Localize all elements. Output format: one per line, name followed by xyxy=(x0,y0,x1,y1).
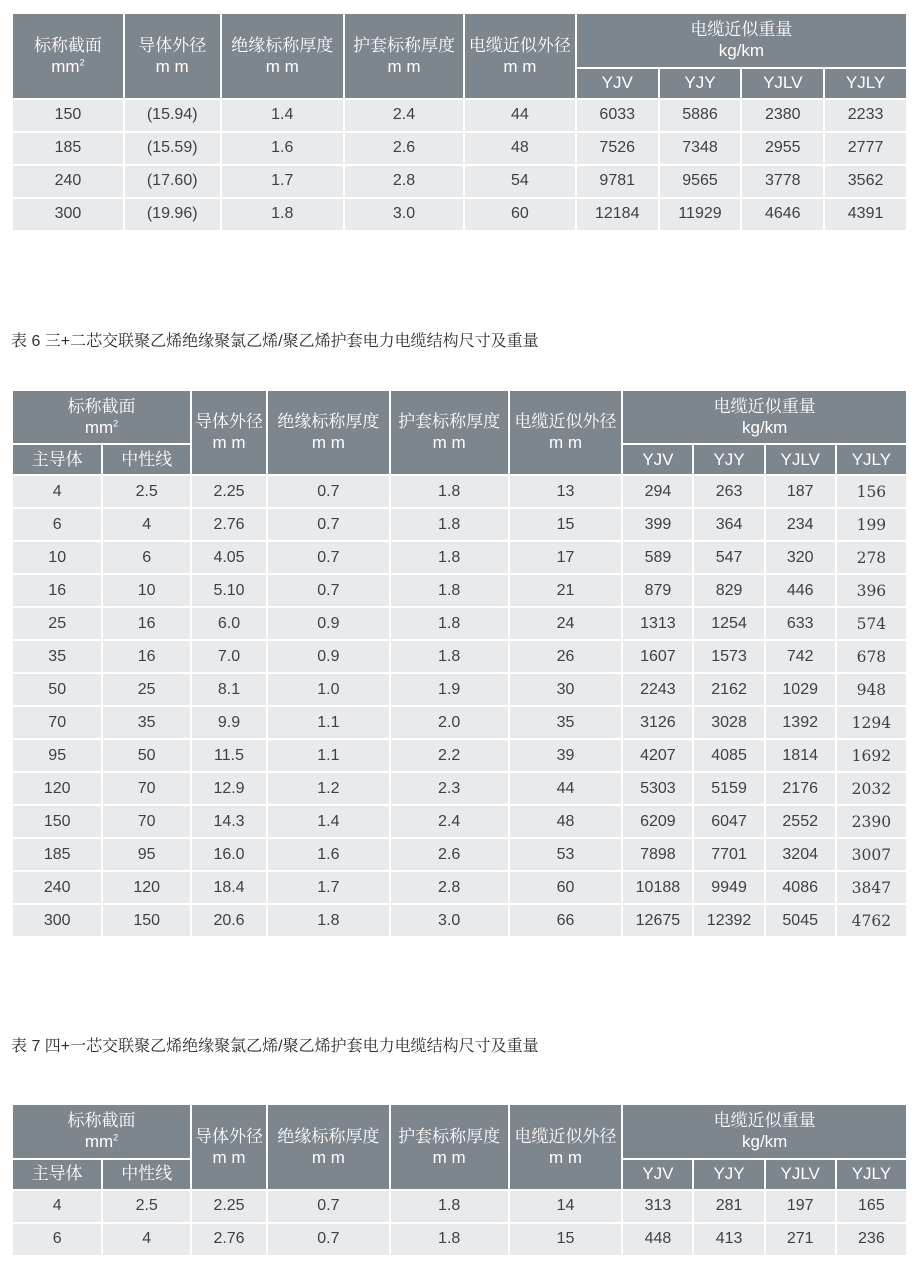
table-cell: 633 xyxy=(765,607,836,640)
table-cell: 7526 xyxy=(576,132,659,165)
header-yjly: YJLY xyxy=(836,444,907,475)
table-cell: 2390 xyxy=(836,805,907,838)
table-cell: 44 xyxy=(464,99,576,132)
table-cell: 48 xyxy=(509,805,623,838)
table-cell: 0.7 xyxy=(267,541,390,574)
table-cell: 1.8 xyxy=(390,541,509,574)
table-cell: 2.2 xyxy=(390,739,509,772)
table-cell: 1392 xyxy=(765,706,836,739)
table-cell: 10188 xyxy=(622,871,693,904)
table-cell: 6047 xyxy=(693,805,764,838)
table-row xyxy=(12,772,907,805)
header-line: 导体外径 xyxy=(195,412,264,431)
table-cell: 24 xyxy=(509,607,623,640)
table-cell: 187 xyxy=(765,475,836,508)
table-cell: 678 xyxy=(836,640,907,673)
table-cell: 120 xyxy=(102,871,191,904)
header-line: m m xyxy=(548,433,583,453)
table-row xyxy=(12,673,907,706)
header-approx-weight xyxy=(576,13,907,68)
table-cell: 199 xyxy=(836,508,907,541)
header-line: 导体外径 xyxy=(138,35,207,55)
table-cell: 9.9 xyxy=(191,706,267,739)
table-cell: 50 xyxy=(102,739,191,772)
table-cell: 2243 xyxy=(622,673,693,706)
table-cell: 0.9 xyxy=(267,607,390,640)
table-cell: 70 xyxy=(12,706,102,739)
table-cell: 185 xyxy=(12,838,102,871)
table6-header xyxy=(12,390,907,476)
table-cell: 0.7 xyxy=(267,1190,390,1223)
table-cell: 8.1 xyxy=(191,673,267,706)
table-row xyxy=(12,198,907,231)
table-cell: 7.0 xyxy=(191,640,267,673)
table-cell: 1573 xyxy=(693,640,764,673)
header-yjlv: YJLV xyxy=(765,1159,836,1190)
table-cell: 271 xyxy=(765,1223,836,1256)
table-cell: 6209 xyxy=(622,805,693,838)
header-nominal-section xyxy=(12,1104,191,1159)
table-cell: 39 xyxy=(509,739,623,772)
table-cell: 2.3 xyxy=(390,772,509,805)
table-row xyxy=(12,706,907,739)
table-row xyxy=(12,640,907,673)
table-row xyxy=(12,165,907,198)
table-cell: 399 xyxy=(622,508,693,541)
table-cell: 6.0 xyxy=(191,607,267,640)
header-yjy: YJY xyxy=(693,1159,764,1190)
table-row xyxy=(12,574,907,607)
table-cell: 4762 xyxy=(836,904,907,937)
table-cell: 4391 xyxy=(824,198,907,231)
table-row xyxy=(12,475,907,508)
header-line: 标称截面 xyxy=(33,35,102,55)
table-cell: 2.6 xyxy=(390,838,509,871)
table-cell: 263 xyxy=(693,475,764,508)
header-nominal-section xyxy=(12,390,191,445)
table-cell: 1.8 xyxy=(267,904,390,937)
table-cell: 1.6 xyxy=(267,838,390,871)
header-line: 电缆近似重量 xyxy=(690,20,793,39)
table-cell: 150 xyxy=(12,99,124,132)
header-line: 电缆近似外径 xyxy=(468,35,571,55)
header-conductor-od xyxy=(191,390,267,476)
table-row xyxy=(12,132,907,165)
header-approx-od xyxy=(464,13,576,99)
header-yjly: YJLY xyxy=(824,68,907,99)
table-cell: 5.10 xyxy=(191,574,267,607)
table-cell: 0.7 xyxy=(267,475,390,508)
header-line: m m xyxy=(212,1147,246,1167)
table-cell: 9949 xyxy=(693,871,764,904)
table-cell: 547 xyxy=(693,541,764,574)
table-cell: 1.0 xyxy=(267,673,390,706)
table7-body xyxy=(12,1190,907,1256)
header-line: m m xyxy=(503,56,537,76)
table-cell: 4085 xyxy=(693,739,764,772)
table-cell: 5303 xyxy=(622,772,693,805)
table-cell: 364 xyxy=(693,508,764,541)
table-cell: 2777 xyxy=(824,132,907,165)
table-cell: 35 xyxy=(12,640,102,673)
header-line: m m xyxy=(548,1147,583,1167)
table-cell: 2.5 xyxy=(102,475,191,508)
table-cell: 48 xyxy=(464,132,576,165)
table-cell: 300 xyxy=(12,198,124,231)
table-cell: 4 xyxy=(102,1223,191,1256)
table7-title: 表 7 四+一芯交联聚乙烯绝缘聚氯乙烯/聚乙烯护套电力电缆结构尺寸及重量 xyxy=(11,1038,539,1055)
table-cell: 2.0 xyxy=(390,706,509,739)
table-cell: 4 xyxy=(12,1190,102,1223)
header-line: m m xyxy=(212,433,246,453)
table-cell: 4086 xyxy=(765,871,836,904)
table-cell: 2.25 xyxy=(191,475,267,508)
header-line: kg/km xyxy=(742,417,788,437)
table-cell: 16.0 xyxy=(191,838,267,871)
table-cell: 1.9 xyxy=(390,673,509,706)
header-line: kg/km xyxy=(742,1132,788,1152)
header-neutral-wire: 中性线 xyxy=(102,1159,191,1190)
header-yjlv: YJLV xyxy=(765,444,836,475)
table-cell: 35 xyxy=(102,706,191,739)
table-cell: 1029 xyxy=(765,673,836,706)
header-yjy: YJY xyxy=(693,444,764,475)
table-cell: 1814 xyxy=(765,739,836,772)
table-cell: 5886 xyxy=(659,99,742,132)
table-cell: 12392 xyxy=(693,904,764,937)
table6-title: 表 6 三+二芯交联聚乙烯绝缘聚氯乙烯/聚乙烯护套电力电缆结构尺寸及重量 xyxy=(11,332,539,350)
table-cell: 4.05 xyxy=(191,541,267,574)
header-sheath-thickness xyxy=(390,1104,509,1190)
table-cell: 1.8 xyxy=(390,475,509,508)
upper-table-body xyxy=(12,99,907,231)
table-cell: 3.0 xyxy=(344,198,464,231)
table-cell: 3778 xyxy=(741,165,824,198)
header-line: 绝缘标称厚度 xyxy=(277,1126,380,1146)
table-cell: 234 xyxy=(765,508,836,541)
table-cell: 44 xyxy=(509,772,623,805)
header-yjv: YJV xyxy=(622,1159,693,1190)
header-line: m m xyxy=(432,433,466,453)
table-cell: 25 xyxy=(12,607,102,640)
table-cell: 15 xyxy=(509,1223,623,1256)
table-cell: (15.94) xyxy=(124,99,221,132)
header-line: m m xyxy=(265,56,299,76)
table-cell: 1.7 xyxy=(221,165,345,198)
table-cell: 3847 xyxy=(836,871,907,904)
table-cell: 2.4 xyxy=(344,99,464,132)
header-line: 电缆近似重量 xyxy=(713,1111,816,1130)
table-cell: 2233 xyxy=(824,99,907,132)
table-cell: 1.8 xyxy=(390,508,509,541)
upper-table-header xyxy=(12,13,907,99)
table-cell: 281 xyxy=(693,1190,764,1223)
header-line: $mm^2$ xyxy=(84,1132,119,1152)
header-approx-weight xyxy=(622,1104,907,1159)
table-cell: 2380 xyxy=(741,99,824,132)
header-neutral-wire: 中性线 xyxy=(102,444,191,475)
table-cell: 3007 xyxy=(836,838,907,871)
table-cell: 165 xyxy=(836,1190,907,1223)
header-line: kg/km xyxy=(718,41,765,61)
table-row xyxy=(12,805,907,838)
header-yjy: YJY xyxy=(659,68,742,99)
header-line: 标称截面 xyxy=(67,396,136,416)
table-cell: 2.4 xyxy=(390,805,509,838)
table-cell: 16 xyxy=(102,607,191,640)
table-cell: 313 xyxy=(622,1190,693,1223)
table-cell: 4646 xyxy=(741,198,824,231)
table-row xyxy=(12,541,907,574)
table-cell: (17.60) xyxy=(124,165,221,198)
table-row xyxy=(12,607,907,640)
table-cell: 7898 xyxy=(622,838,693,871)
header-insulation-thickness xyxy=(267,1104,390,1190)
table-cell: 4 xyxy=(12,475,102,508)
table-cell: 1.8 xyxy=(390,1190,509,1223)
table-cell: 7701 xyxy=(693,838,764,871)
table-cell: 9781 xyxy=(576,165,659,198)
table-cell: 7348 xyxy=(659,132,742,165)
table-cell: 2.6 xyxy=(344,132,464,165)
table-cell: 1.8 xyxy=(390,574,509,607)
header-conductor-od xyxy=(124,13,221,99)
header-line: $mm^2$ xyxy=(84,417,119,437)
header-main-conductor: 主导体 xyxy=(12,444,102,475)
header-approx-weight xyxy=(622,390,907,445)
table-cell: 150 xyxy=(12,805,102,838)
table-cell: 20.6 xyxy=(191,904,267,937)
table-cell: 2176 xyxy=(765,772,836,805)
table-cell: 54 xyxy=(464,165,576,198)
table-cell: 278 xyxy=(836,541,907,574)
table-cell: 53 xyxy=(509,838,623,871)
table-cell: 17 xyxy=(509,541,623,574)
table-cell: 0.7 xyxy=(267,1223,390,1256)
header-main-conductor: 主导体 xyxy=(12,1159,102,1190)
table-cell: 1313 xyxy=(622,607,693,640)
table-cell: 413 xyxy=(693,1223,764,1256)
table-cell: 1.8 xyxy=(390,640,509,673)
table-cell: 185 xyxy=(12,132,124,165)
table-cell: 10 xyxy=(102,574,191,607)
table-cell: 1.6 xyxy=(221,132,345,165)
table-cell: 30 xyxy=(509,673,623,706)
table-cell: 2.5 xyxy=(102,1190,191,1223)
table-cell: 1692 xyxy=(836,739,907,772)
table-cell: 150 xyxy=(102,904,191,937)
header-line: 电缆近似重量 xyxy=(713,396,816,416)
table6-body xyxy=(12,475,907,937)
table-cell: 3.0 xyxy=(390,904,509,937)
table-cell: 4207 xyxy=(622,739,693,772)
table-cell: 5045 xyxy=(765,904,836,937)
table-cell: 95 xyxy=(12,739,102,772)
header-line: m m xyxy=(155,56,189,76)
table-row xyxy=(12,99,907,132)
header-line: 标称截面 xyxy=(67,1111,136,1130)
table-cell: 16 xyxy=(12,574,102,607)
table-cell: 6 xyxy=(12,1223,102,1256)
table-cell: 197 xyxy=(765,1190,836,1223)
header-line: 绝缘标称厚度 xyxy=(277,412,380,431)
table-cell: 16 xyxy=(102,640,191,673)
table-cell: 2.8 xyxy=(390,871,509,904)
table-cell: 25 xyxy=(102,673,191,706)
table-row xyxy=(12,904,907,937)
table-cell: 6033 xyxy=(576,99,659,132)
header-approx-od xyxy=(509,390,623,476)
table-cell: 11929 xyxy=(659,198,742,231)
header-line: 护套标称厚度 xyxy=(398,412,501,431)
table-cell: 3204 xyxy=(765,838,836,871)
table-row xyxy=(12,871,907,904)
table-cell: 1294 xyxy=(836,706,907,739)
table-cell: 0.9 xyxy=(267,640,390,673)
header-line: m m xyxy=(432,1147,466,1167)
table-cell: (19.96) xyxy=(124,198,221,231)
header-line: m m xyxy=(311,1147,345,1167)
table-cell: 574 xyxy=(836,607,907,640)
table-cell: 12675 xyxy=(622,904,693,937)
table-cell: 1.8 xyxy=(390,1223,509,1256)
table-cell: 1607 xyxy=(622,640,693,673)
header-insulation-thickness xyxy=(221,13,345,99)
table-cell: 14 xyxy=(509,1190,623,1223)
table-row xyxy=(12,508,907,541)
header-line: 护套标称厚度 xyxy=(352,35,455,55)
table-cell: 15 xyxy=(509,508,623,541)
table-cell: 35 xyxy=(509,706,623,739)
table-cell: 2.76 xyxy=(191,1223,267,1256)
header-approx-od xyxy=(509,1104,623,1190)
table-cell: 18.4 xyxy=(191,871,267,904)
table-row xyxy=(12,1190,907,1223)
header-line: 导体外径 xyxy=(195,1126,264,1146)
table-cell: 446 xyxy=(765,574,836,607)
table-cell: 5159 xyxy=(693,772,764,805)
table-cell: 448 xyxy=(622,1223,693,1256)
table-cell: 13 xyxy=(509,475,623,508)
table-cell: 879 xyxy=(622,574,693,607)
table-row xyxy=(12,838,907,871)
table-cell: 294 xyxy=(622,475,693,508)
table-cell: 240 xyxy=(12,871,102,904)
table-cell: 320 xyxy=(765,541,836,574)
header-insulation-thickness xyxy=(267,390,390,476)
table-cell: 26 xyxy=(509,640,623,673)
header-yjv: YJV xyxy=(622,444,693,475)
table-cell: 1.8 xyxy=(390,607,509,640)
table-cell: 3028 xyxy=(693,706,764,739)
table-cell: 2552 xyxy=(765,805,836,838)
table-cell: 2.76 xyxy=(191,508,267,541)
table-cell: 2.8 xyxy=(344,165,464,198)
table-cell: 60 xyxy=(509,871,623,904)
table-cell: 2162 xyxy=(693,673,764,706)
table-row xyxy=(12,1223,907,1256)
table-cell: 829 xyxy=(693,574,764,607)
table-cell: (15.59) xyxy=(124,132,221,165)
header-line: 电缆近似外径 xyxy=(514,1126,617,1146)
header-line: m m xyxy=(311,433,345,453)
table-cell: 396 xyxy=(836,574,907,607)
table-cell: 1.4 xyxy=(267,805,390,838)
table-cell: 742 xyxy=(765,640,836,673)
table-cell: 10 xyxy=(12,541,102,574)
table-cell: 4 xyxy=(102,508,191,541)
table-cell: 21 xyxy=(509,574,623,607)
header-sheath-thickness xyxy=(390,390,509,476)
table-cell: 2032 xyxy=(836,772,907,805)
table-cell: 6 xyxy=(102,541,191,574)
header-nominal-section xyxy=(12,13,124,99)
table-cell: 0.7 xyxy=(267,508,390,541)
table-cell: 1.2 xyxy=(267,772,390,805)
table-cell: 11.5 xyxy=(191,739,267,772)
table-cell: 0.7 xyxy=(267,574,390,607)
table-cell: 12184 xyxy=(576,198,659,231)
table-cell: 1.1 xyxy=(267,739,390,772)
header-conductor-od xyxy=(191,1104,267,1190)
header-line: m m xyxy=(387,56,421,76)
header-yjv: YJV xyxy=(576,68,659,99)
table6-cable-spec-table xyxy=(11,389,908,939)
table-cell: 1.8 xyxy=(221,198,345,231)
table-cell: 70 xyxy=(102,805,191,838)
table-cell: 948 xyxy=(836,673,907,706)
table-cell: 300 xyxy=(12,904,102,937)
table-cell: 1.7 xyxy=(267,871,390,904)
header-yjly: YJLY xyxy=(836,1159,907,1190)
table-cell: 60 xyxy=(464,198,576,231)
header-line: 护套标称厚度 xyxy=(398,1126,501,1146)
table-cell: 6 xyxy=(12,508,102,541)
table-cell: 70 xyxy=(102,772,191,805)
table-cell: 2955 xyxy=(741,132,824,165)
table-cell: 120 xyxy=(12,772,102,805)
table-cell: 1.1 xyxy=(267,706,390,739)
table-cell: 236 xyxy=(836,1223,907,1256)
table-row xyxy=(12,739,907,772)
table-cell: 50 xyxy=(12,673,102,706)
table-cell: 66 xyxy=(509,904,623,937)
table-cell: 1.4 xyxy=(221,99,345,132)
header-line: 电缆近似外径 xyxy=(514,412,617,431)
table-cell: 95 xyxy=(102,838,191,871)
table-cell: 3126 xyxy=(622,706,693,739)
table-cell: 14.3 xyxy=(191,805,267,838)
table-cell: 240 xyxy=(12,165,124,198)
table-cell: 156 xyxy=(836,475,907,508)
header-line: $mm^2$ xyxy=(51,56,85,76)
table-cell: 1254 xyxy=(693,607,764,640)
header-yjlv: YJLV xyxy=(741,68,824,99)
upper-cable-spec-table xyxy=(11,12,908,232)
table-cell: 3562 xyxy=(824,165,907,198)
table-cell: 12.9 xyxy=(191,772,267,805)
table-cell: 2.25 xyxy=(191,1190,267,1223)
table7-header xyxy=(12,1104,907,1190)
table-cell: 9565 xyxy=(659,165,742,198)
table-cell: 589 xyxy=(622,541,693,574)
table7-cable-spec-table xyxy=(11,1103,908,1257)
header-line: 绝缘标称厚度 xyxy=(231,35,334,55)
header-sheath-thickness xyxy=(344,13,464,99)
